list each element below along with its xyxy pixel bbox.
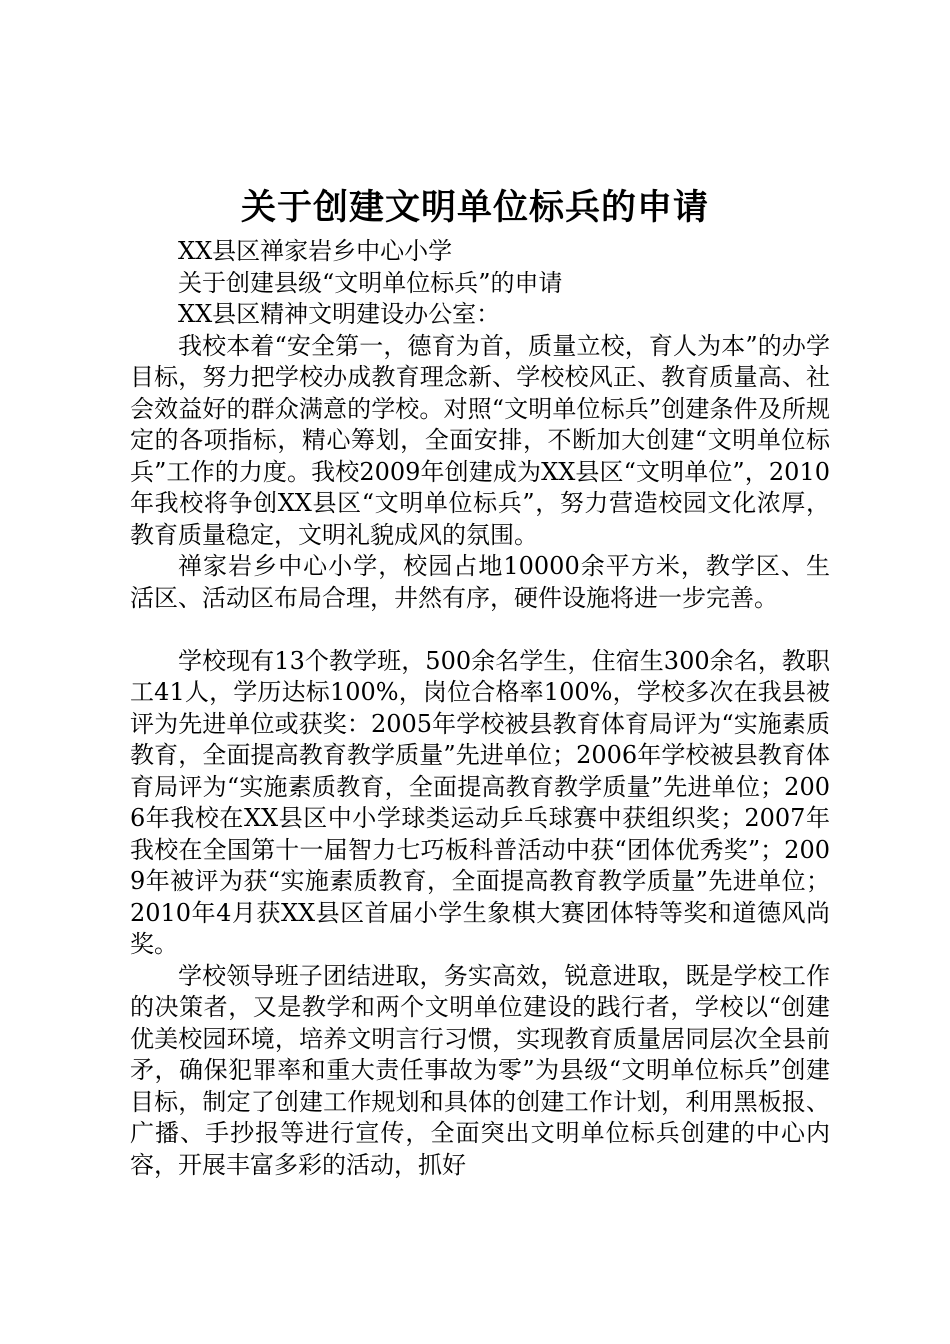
paragraph-goals: 我校本着“安全第一，德育为首，质量立校，育人为本”的办学目标，努力把学校办成教育理念新、学校校风正、教育质量高、社会效益好的群众满意的学校。对照“文明单位标兵”创建条件及所规定的各项指标，精心筹划，全面安排，不断加大创建“文明单位标兵”工作的力度。我校2009年创建成为XX县区“文明单位”，2010年我校将争创XX县区“文明单位标兵”，努力营造校园文化浓厚，教育质量稳定，文明礼貌成风的氛围。: [130, 331, 830, 549]
paragraph-achievements: 学校现有13个教学班，500余名学生，住宿生300余名，教职工41人，学历达标100%，岗位合格率100%，学校多次在我县被评为先进单位或获奖：2005年学校被县教育体育局评为“实施素质教育，全面提高教育教学质量”先进单位；2006年学校被县教育体育局评为“实施素质教育，全面提高教育教学质量”先进单位；2006年我校在XX县区中小学球类运动乒乓球赛中获组织奖；2007年我校在全国第十一届智力七巧板科普活动中获“团体优秀奖”；2009年被评为获“实施素质教育，全面提高教育教学质量”先进单位；2010年4月获XX县区首届小学生象棋大赛团体特等奖和道德风尚奖。: [130, 646, 830, 958]
paragraph-campus: 禅家岩乡中心小学，校园占地10000余平方米，教学区、生活区、活动区布局合理，井然有序，硬件设施将进一步完善。: [130, 552, 830, 612]
document-title: 关于创建文明单位标兵的申请: [240, 188, 709, 228]
paragraph-leadership: 学校领导班子团结进取，务实高效，锐意进取，既是学校工作的决策者，又是教学和两个文明单位建设的践行者，学校以“创建优美校园环境，培养文明言行习惯，实现教育质量居同层次全县前矛，确保犯罪率和重大责任事故为零”为县级“文明单位标兵”创建目标，制定了创建工作规划和具体的创建工作计划，利用黑板报、广播、手抄报等进行宣传，全面突出文明单位标兵创建的中心内容，开展丰富多彩的活动，抓好: [130, 961, 830, 1179]
application-subject-line: 关于创建县级“文明单位标兵”的申请: [178, 268, 563, 297]
school-name-line: XX县区禅家岩乡中心小学: [178, 237, 453, 265]
recipient-line: XX县区精神文明建设办公室：: [178, 300, 501, 328]
document-body: [130, 236, 830, 1181]
